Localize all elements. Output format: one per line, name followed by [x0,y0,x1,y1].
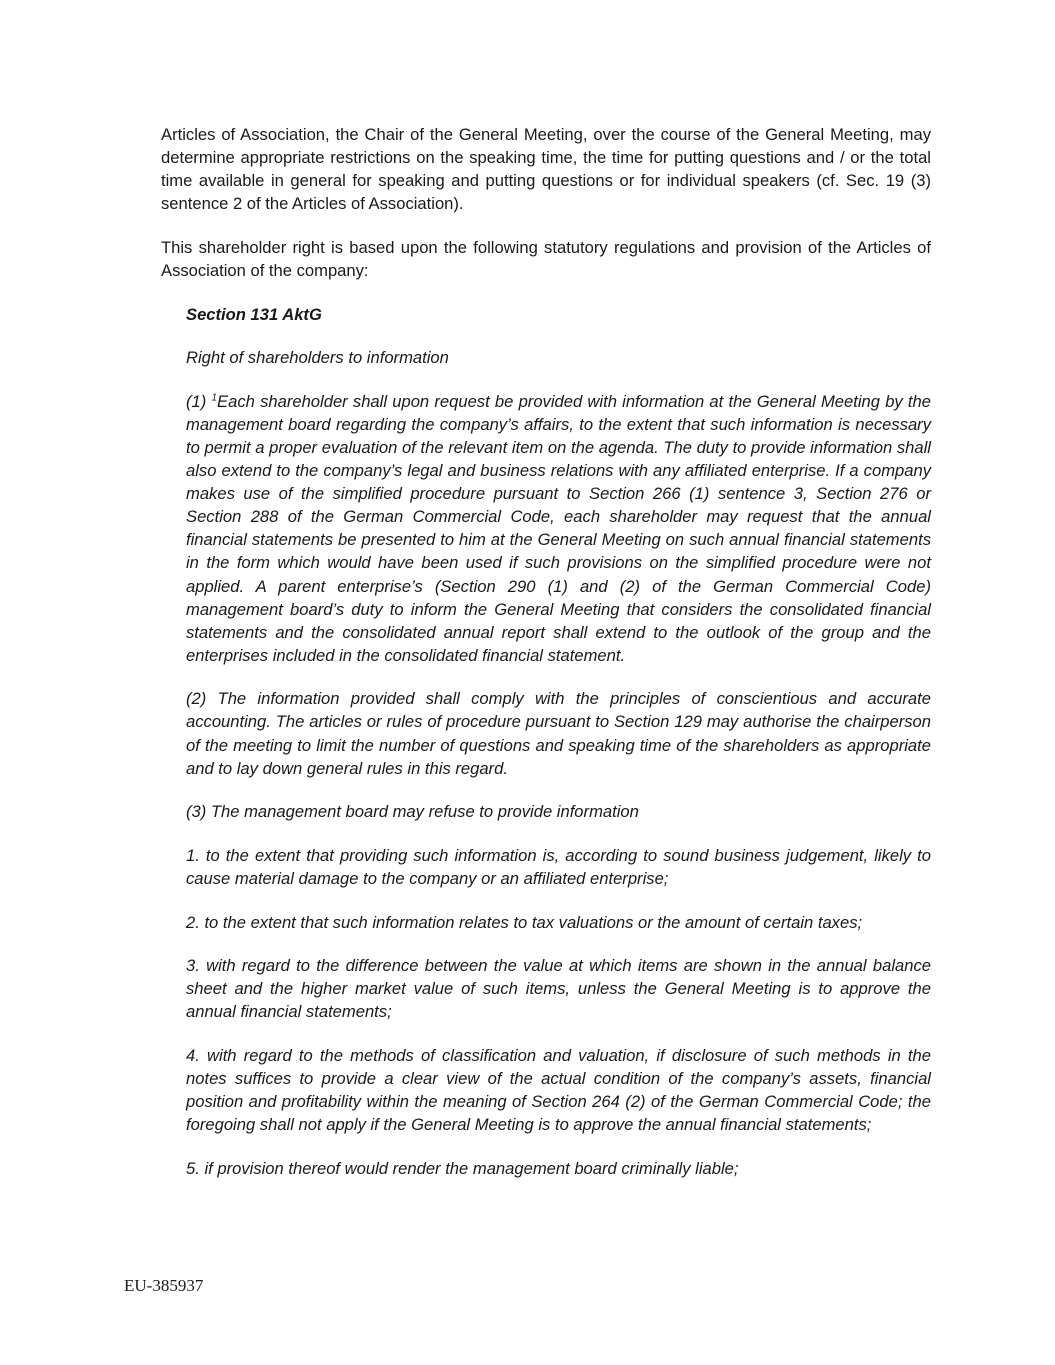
section-subtitle: Right of shareholders to information [186,348,449,368]
intro-paragraph: Articles of Association, the Chair of the General Meeting, over the course of the General Meeting, may determine appropriate restrictions on the speaking time, the time for putting questions and / or the total time available in general for speaking and putting questions or for individual speakers (cf. Sec. 19 (3) sentence 2 of the Articles of Association). [161,125,931,214]
list-item: 5. if provision thereof would render the management board criminally liable; [186,1158,739,1178]
clause-3: (3) The management board may refuse to provide information [186,802,639,822]
list-item: 3. with regard to the difference between the value at which items are shown in the annual balance sheet and the higher market value of such items, unless the General Meeting is to approve the annual financial statements; [186,956,931,1022]
basis-paragraph: This shareholder right is based upon the following statutory regulations and provision of the Articles of Association of the company: [161,237,931,280]
clause-1-prefix: (1) [186,391,212,411]
clause-2: (2) The information provided shall comply with the principles of conscientious and accurate accounting. The articles or rules of procedure pursuant to Section 129 may authorise the chairperson of the meeting to limit the number of questions and speaking time of the shareholders as appropriate and to lay down general rules in this regard. [186,689,931,778]
list-item: 2. to the extent that such information relates to tax valuations or the amount of certain taxes; [186,912,863,932]
clause-1 [186,390,931,667]
clause-1-text: Each shareholder shall upon request be provided with information at the General Meeting by the management board regarding the company’s affairs, to the extent that such information is necessary to permit a proper evaluation of the relevant item on the agenda. The duty to provide information shall also extend to the company’s legal and business relations with any affiliated enterprise. If a company makes use of the simplified procedure pursuant to Section 266 (1) sentence 3, Section 276 or Section 288 of the German Commercial Code, each shareholder may request that the annual financial statements be presented to him at the General Meeting on such annual financial statements in the form which would have been used if such provisions on the simplified procedure were not applied. A parent enterprise’s (Section 290 (1) and (2) of the German Commercial Code) management board’s duty to inform the General Meeting that considers the consolidated financial statements and the consolidated annual report shall extend to the outlook of the group and the enterprises included in the consolidated financial statement. [186,391,931,665]
section-heading: Section 131 AktG [186,304,322,324]
list-item: 4. with regard to the methods of classification and valuation, if disclosure of such methods in the notes suffices to provide a clear view of the actual condition of the company’s assets, financial position and profitability within the meaning of Section 264 (2) of the German Commercial Code; the foregoing shall not apply if the General Meeting is to approve the annual financial statements; [186,1045,931,1135]
document-body [161,123,931,1200]
document-id: EU-385937 [124,1276,204,1295]
sentence-number: 1 [211,392,218,404]
list-item: 1. to the extent that providing such information is, according to sound business judgement, likely to cause material damage to the company or an affiliated enterprise; [186,845,931,888]
